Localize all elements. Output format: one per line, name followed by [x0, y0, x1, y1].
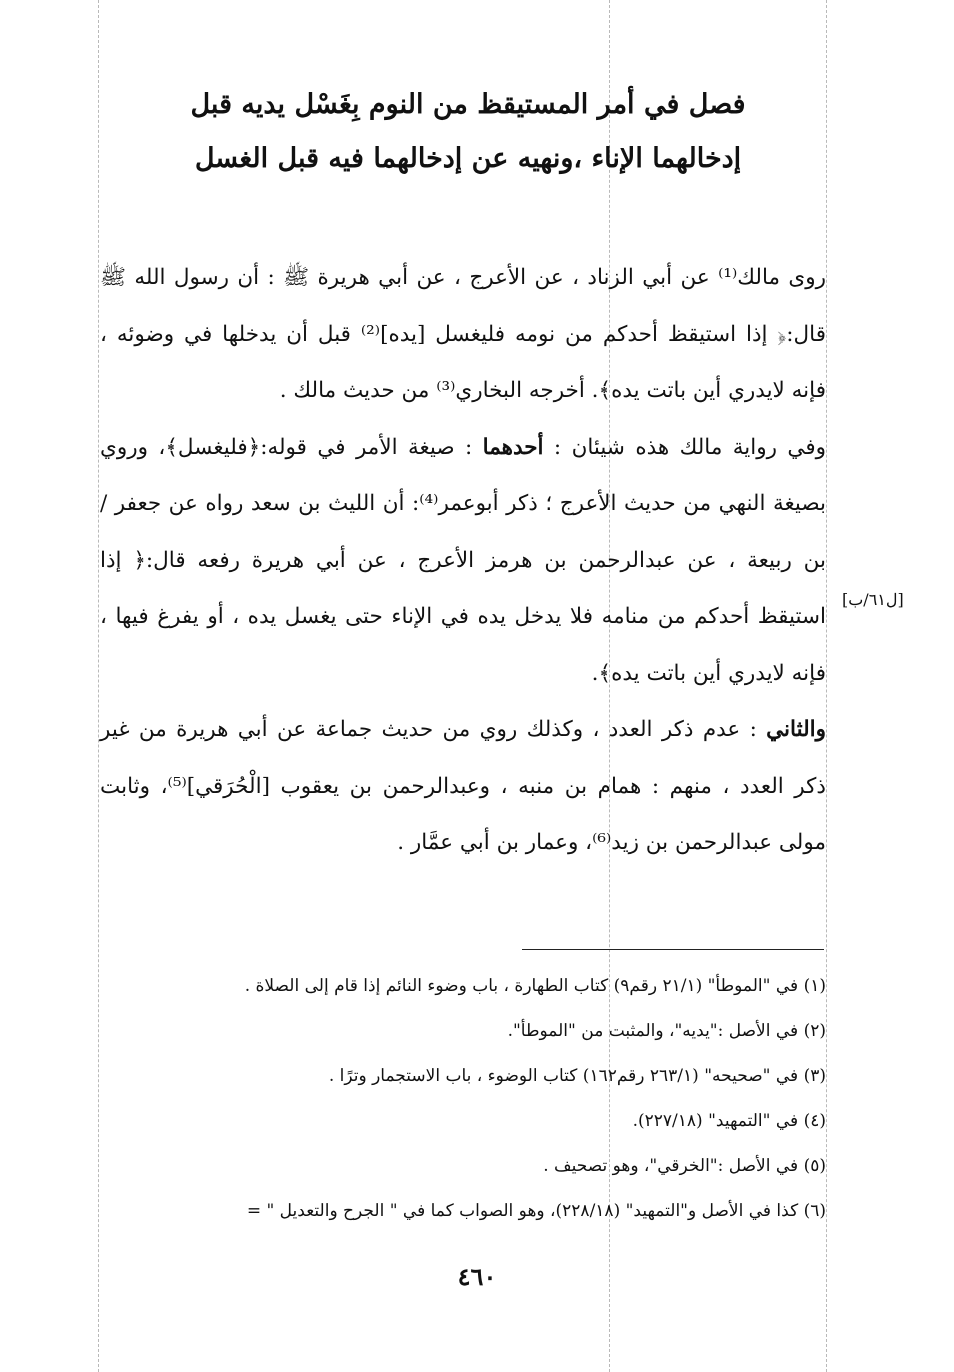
paragraph-3-text: : عدم ذكر العدد ، وكذلك روي من حديث جماعة عن أبي هريرة من غير ذكر العدد ، منهم : همام بن منبه ، وعبدالرحمن بن يعقوب [الْحُرَقي]⁽⁵⁾، وثابت مولى عبدالرحمن بن زيد⁽⁶⁾، وعمار بن أبي عمَّار .	[100, 717, 826, 855]
scan-guide-line	[98, 0, 99, 1372]
manuscript-folio-note: [ل٦١/ب]	[842, 590, 904, 609]
footnote: (٣) في "صحيحه" (٢٦٣/١ رقم١٦٢) كتاب الوضوء ، باب الاستجمار وترًا .	[328, 1066, 826, 1086]
footnotes	[100, 964, 826, 1234]
paragraph-3	[100, 702, 826, 872]
chapter-title	[110, 78, 826, 186]
paragraph-1-text: روى مالك⁽¹⁾ عن أبي الزناد ، عن الأعرج ، عن أبي هريرة ﷺ : أن رسول الله ﷺ قال:﴿ إذا استيقظ أحدكم من نومه فليغسل [يده]⁽²⁾ قبل أن يدخلها في وضوئه ، فإنه لايدري أين باتت يده﴾. أخرجه البخاري⁽³⁾ من حديث مالك .	[100, 265, 826, 403]
scan-guide-line	[826, 0, 827, 1372]
page-number: ٤٦٠	[457, 1262, 497, 1291]
footnote-separator	[522, 949, 824, 950]
paragraph-2-text: : صيغة الأمر في قوله:﴿فليغسل﴾، وروي بصيغة النهي من حديث الأعرج ؛ ذكر أبوعمر⁽⁴⁾: أن الليث بن سعد رواه عن جعفر / بن ربيعة ، عن عبدالرحمن بن هرمز الأعرج ، عن أبي هريرة رفعه قال:﴿ إذا استيقظ أحدكم من منامه فلا يدخل يده في الإناء حتى يغسل يده ، أو يفرغ فيها ، فإنه لايدري أين باتت يده﴾.	[100, 434, 826, 686]
paragraph-2-lead: وفي رواية مالك هذه شيئان :	[543, 434, 826, 460]
footnote: (١) في "الموطأ" (٢١/١ رقم٩) كتاب الطهارة ، باب وضوء النائم إذا قام إلى الصلاة .	[244, 976, 826, 996]
paragraph-2	[100, 420, 826, 703]
footnote: (٢) في الأصل :"يديه"، والمثبت من "الموطأ".	[507, 1021, 826, 1041]
footnote: (٦) كذا في الأصل و"التمهيد" (٢٢٨/١٨)، وهو الصواب كما في " الجرح والتعديل " =	[246, 1201, 826, 1221]
main-text	[100, 250, 826, 872]
paragraph-3-keyword: والثاني	[766, 717, 826, 742]
paragraph-1	[100, 250, 826, 420]
chapter-title-line-1: فصل في أمر المستيقظ من النوم بِغَسْل يديه قبل	[190, 89, 746, 120]
paragraph-2-keyword: أحدهما	[482, 434, 544, 460]
footnote: (٥) في الأصل :"الخرقي"، وهو تصحيف .	[543, 1156, 826, 1176]
chapter-title-line-2: إدخالهما الإناء ،ونهيه عن إدخالهما فيه قبل الغسل	[194, 143, 742, 174]
footnote: (٤) في "التمهيد" (٢٢٧/١٨).	[632, 1111, 826, 1131]
